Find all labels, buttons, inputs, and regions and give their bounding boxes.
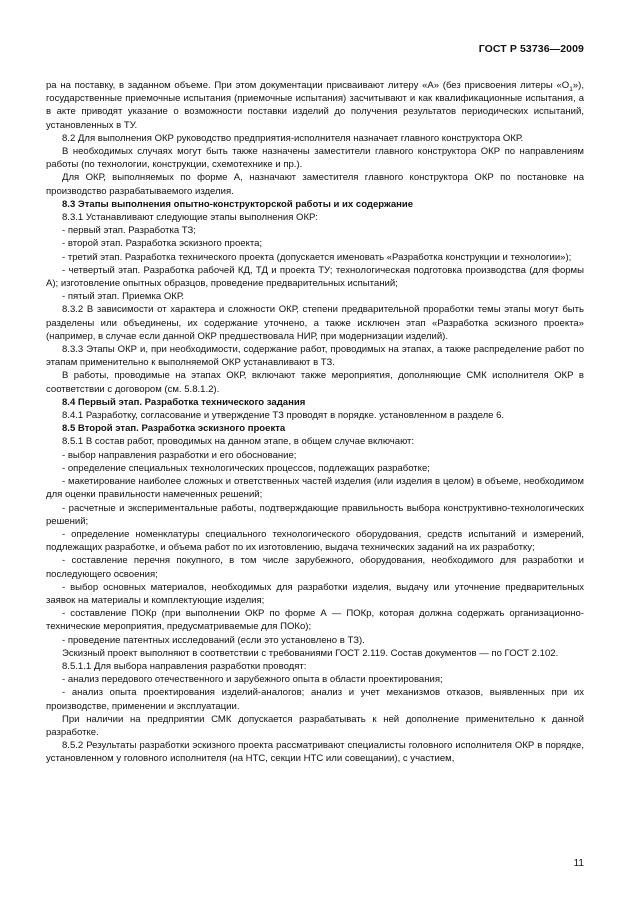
paragraph: В необходимых случаях могут быть также назначены заместители главного конструктора ОКР по направлениям работы (по технологии, конструкции, схемотехнике и пр.). (46, 146, 584, 171)
list-item: - пятый этап. Приемка ОКР. (62, 291, 185, 303)
section-heading: 8.3 Этапы выполнения опытно-конструкторской работы и их содержание (62, 198, 414, 210)
list-item: - определение специальных технологических процессов, подлежащих разработке; (62, 462, 430, 474)
list-item: - составление ПОКр (при выполнении ОКР по форме А — ПОКр, которая должна содержать организационно-технические мероприятия, предусматриваемые для ПОКо); (46, 608, 584, 633)
paragraph: 8.5.2 Результаты разработки эскизного проекта рассматривают специалисты головного исполнителя ОКР в порядке, установленном у головного исполнителя (на НТС, секции НТС или совещании), с участием, (46, 740, 584, 765)
list-item: - первый этап. Разработка ТЗ; (62, 225, 196, 237)
list-item: - третий этап. Разработка технического проекта (допускается именовать «Разработка конструкции и технологии»); (62, 251, 572, 263)
section-heading: 8.4 Первый этап. Разработка технического задания (62, 396, 306, 408)
paragraph: 8.5.1.1 Для выбора направления разработки проводят: (62, 660, 307, 672)
document-body (46, 79, 584, 766)
list-item: - выбор направления разработки и его обоснование; (62, 449, 297, 461)
paragraph: Для ОКР, выполняемых по форме А, назначают заместителя главного конструктора ОКР по постановке на производство разрабатываемого изделия. (46, 172, 584, 197)
list-item: - четвертый этап. Разработка рабочей КД, ТД и проекта ТУ; технологическая подготовка производства (для формы А); изготовление опытных образцов, проведение предварительных испытаний; (46, 264, 584, 290)
paragraph: 8.3.3 Этапы ОКР и, при необходимости, содержание работ, проводимых на этапах, а также распределение работ по этапам применительно к выполняемой ОКР устанавливают в ТЗ. (46, 344, 584, 369)
list-item: - анализ опыта проектирования изделий-аналогов; анализ и учет механизмов отказов, выявленных при их производстве, применении и эксплуатации. (46, 687, 584, 712)
paragraph: 8.4.1 Разработку, согласование и утверждение ТЗ проводят в порядке. установленном в разделе 6. (62, 410, 505, 422)
list-item: - анализ передового отечественного и зарубежного опыта в области проектирования; (62, 674, 443, 686)
page-number: 11 (573, 858, 584, 869)
list-item: - расчетные и экспериментальные работы, подтверждающие правильность выбора конструктивно-технологических решений; (46, 502, 584, 527)
paragraph: 8.3.1 Устанавливают следующие этапы выполнения ОКР: (62, 212, 318, 224)
list-item: - проведение патентных исследований (если это установлено в ТЗ). (62, 634, 365, 646)
list-item: - выбор основных материалов, необходимых для разработки изделия, выдачу или уточнение предварительных заявок на материалы и комплектующие изделия; (46, 581, 584, 606)
paragraph: ра на поставку, в заданном объеме. При этом документации присваивают литеру «А» (без присвоения литеры «$О_1$»), государственные приемочные испытания (приемочные испытания) засчитывают и как квалификационные испытания, а в акте приводят указание о возможности поставки изделий до получения результатов периодических испытаний, установленных в ТУ. (46, 80, 584, 131)
section-heading: 8.5 Второй этап. Разработка эскизного проекта (62, 423, 286, 435)
paragraph: При наличии на предприятии СМК допускается разрабатывать к ней дополнение применительно к данной разработке. (46, 713, 584, 738)
list-item: - второй этап. Разработка эскизного проекта; (62, 238, 263, 250)
paragraph: 8.3.2 В зависимости от характера и сложности ОКР, степени предварительной проработки темы этапы могут быть разделены или объединены, их содержание уточнено, а также исключен этап «Разработка эскизного проекта» (например, в случае если данной ОКР предшествовала НИР, при модернизации изделий). (46, 304, 584, 342)
paragraph: 8.5.1 В состав работ, проводимых на данном этапе, в общем случае включают: (62, 436, 415, 448)
document-header: ГОСТ Р 53736—2009 (478, 43, 584, 55)
paragraph: Эскизный проект выполняют в соответствии с требованиями ГОСТ 2.119. Состав документов — по ГОСТ 2.102. (62, 647, 559, 659)
list-item: - составление перечня покупного, в том числе зарубежного, оборудования, необходимого для разработки и последующего освоения; (46, 555, 584, 580)
list-item: - определение номенклатуры специального технологического оборудования, средств испытаний и измерений, подлежащих разработке, и объема работ по их изготовлению, выдача технических заданий на их разработку; (46, 528, 584, 554)
list-item: - макетирование наиболее сложных и ответственных частей изделия (или изделия в целом) в объеме, необходимом для оценки правильности намеченных решений; (46, 476, 584, 501)
paragraph: В работы, проводимые на этапах ОКР, включают также мероприятия, дополняющие СМК исполнителя ОКР в соответствии с договором (см. 5.8.1.2). (46, 370, 584, 395)
paragraph: 8.2 Для выполнения ОКР руководство предприятия-исполнителя назначает главного конструктора ОКР. (62, 132, 524, 144)
